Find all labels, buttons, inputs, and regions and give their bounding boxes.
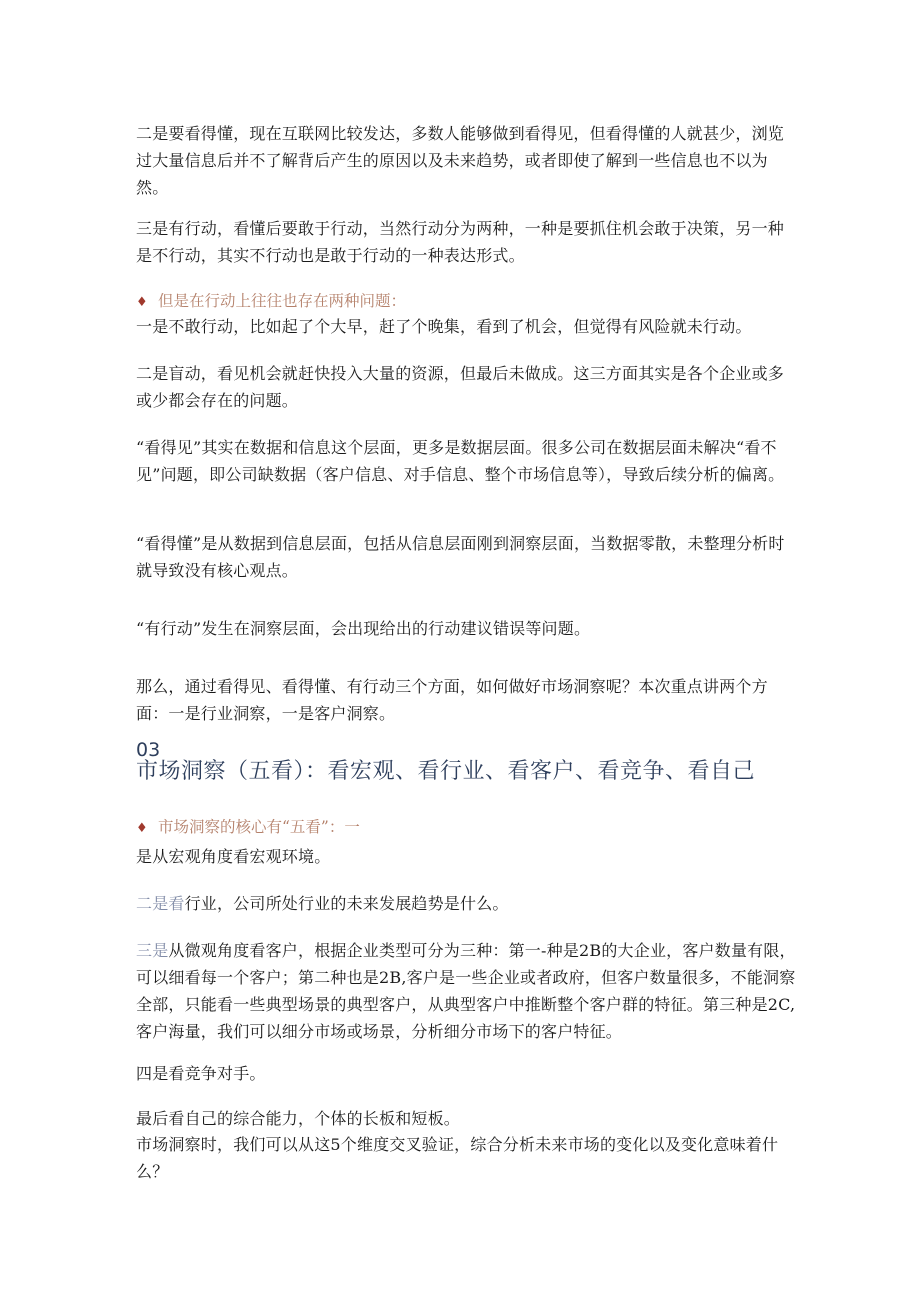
paragraph-industry-prefix: 二是看 [136,894,185,913]
section-number: 03 [136,739,161,761]
paragraph-no-action: 一是不敢行动，比如起了个大早，赶了个晚集，看到了机会，但觉得有风险就未行动。 [136,317,752,336]
paragraph-blind-action: 二是盲动，看见机会就赶快投入大量的资源，但最后未做成。这三方面其实是各个企业或多或少都会存在的问题。 [136,364,785,410]
paragraph-macro: 是从宏观角度看宏观环境。 [136,847,331,866]
bullet-problems-text: 但是在行动上往往也存在两种问题： [158,292,407,310]
bullet-five-looks-text: 市场洞察的核心有“五看”：一 [158,818,360,836]
paragraph-customer [136,937,796,1045]
paragraph-industry [136,890,796,917]
paragraph-industry-text: 行业，公司所处行业的未来发展趋势是什么。 [184,894,509,913]
paragraph-self: 最后看自己的综合能力，个体的长板和短板。 [136,1109,461,1128]
paragraph-action-layer: “有行动”发生在洞察层面，会出现给出的行动建议错误等问题。 [136,619,591,638]
paragraph-understand: 二是要看得懂，现在互联网比较发达，多数人能够做到看得见，但看得懂的人就甚少，浏览过大量信息后并不了解背后产生的原因以及未来趋势，或者即使了解到一些信息也不以为然。 [136,124,785,197]
paragraph-cross-validate: 市场洞察时，我们可以从这5个维度交叉验证，综合分析未来市场的变化以及变化意味着什么？ [136,1135,779,1181]
paragraph-customer-text: 从微观角度看客户，根据企业类型可分为三种：第一-种是2B的大企业，客户数量有限，可以细看每一个客户；第二种也是2B,客户是一些企业或者政府，但客户数量很多，不能洞察全部，只能看一些典型场景的典型客户，从典型客户中推断整个客户群的特征。第三种是2C,客户海量，我们可以细分市场或场景，分析细分市场下的客户特征。 [136,941,796,1041]
paragraph-customer-prefix: 三是 [136,941,169,960]
paragraph-competition: 四是看竞争对手。 [136,1064,266,1083]
section-title: 市场洞察（五看）：看宏观、看行业、看客户、看竞争、看自己 [136,759,756,784]
bullet-five-looks [136,815,796,841]
paragraph-understand-layer: “看得懂”是从数据到信息层面，包括从信息层面刚到洞察层面，当数据零散，未整理分析时就导致没有核心观点。 [136,534,785,580]
paragraph-action: 三是有行动，看懂后要敢于行动，当然行动分为两种，一种是要抓住机会敢于决策，另一种是不行动，其实不行动也是敢于行动的一种表达形式。 [136,219,785,265]
paragraph-how: 那么，通过看得见、看得懂、有行动三个方面，如何做好市场洞察呢？本次重点讲两个方面：一是行业洞察，一是客户洞察。 [136,677,768,723]
diamond-bullet-icon: ♦ [136,295,148,310]
paragraph-see: “看得见”其实在数据和信息这个层面，更多是数据层面。很多公司在数据层面未解决“看不见”问题，即公司缺数据（客户信息、对手信息、整个市场信息等），导致后续分析的偏离。 [136,438,785,484]
diamond-bullet-icon: ♦ [136,821,148,836]
bullet-problems [136,289,796,315]
